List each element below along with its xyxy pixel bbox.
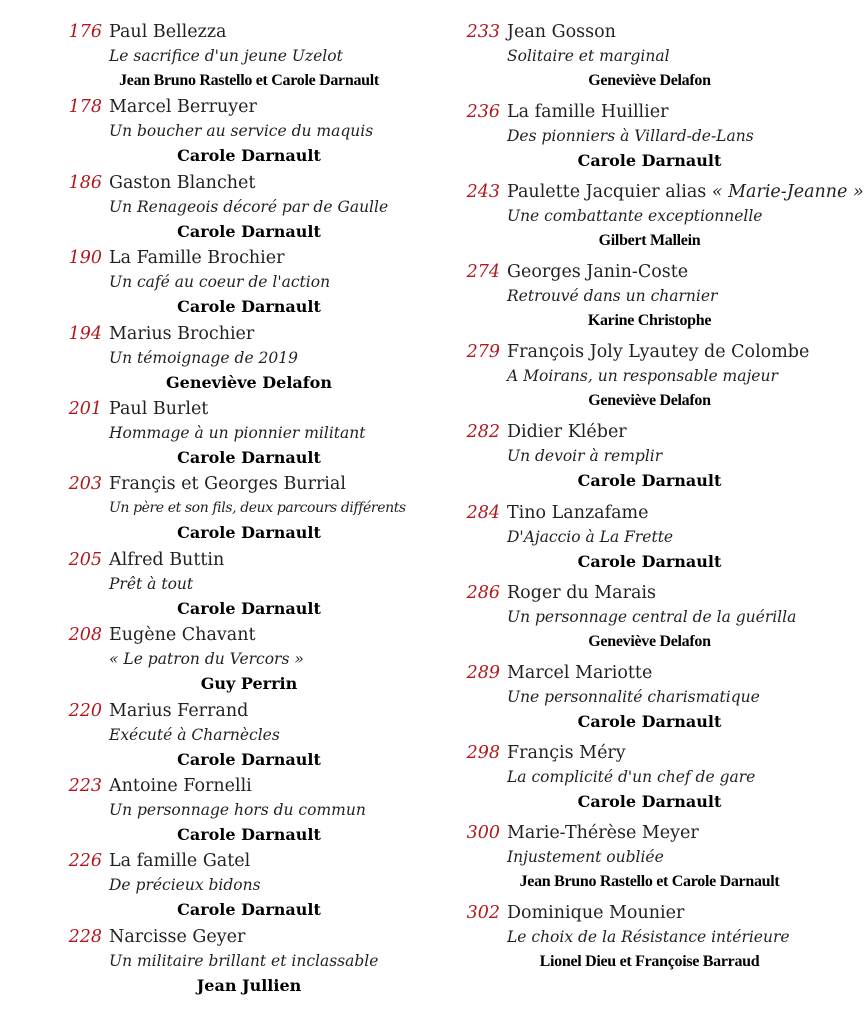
entry-author: Jean Jullien bbox=[196, 975, 302, 995]
toc-entry bbox=[64, 472, 434, 547]
entry-author: Carole Darnault bbox=[177, 900, 321, 920]
entry-author: Jean Bruno Rastello et Carole Darnault bbox=[119, 72, 379, 89]
entry-name: Gaston Blanchet bbox=[109, 172, 256, 193]
entry-author: Carole Darnault bbox=[177, 221, 321, 241]
entry-name: Tino Lanzafame bbox=[507, 502, 649, 523]
entry-author: Carole Darnault bbox=[177, 598, 321, 618]
page-number: 236 bbox=[466, 102, 500, 123]
entry-name: Marie-Thérèse Meyer bbox=[507, 822, 699, 843]
toc-entry bbox=[64, 322, 434, 397]
entry-subtitle: Un père et son fils, deux parcours différents bbox=[109, 500, 406, 517]
entry-name: Eugène Chavant bbox=[109, 625, 256, 646]
entry-name: Marius Brochier bbox=[109, 323, 255, 344]
entry-subtitle: Retrouvé dans un charnier bbox=[507, 287, 718, 306]
page-number: 178 bbox=[68, 97, 102, 118]
page-number: 274 bbox=[466, 262, 500, 283]
page-number: 194 bbox=[68, 323, 102, 344]
toc-entry bbox=[64, 699, 434, 774]
page-number: 203 bbox=[68, 474, 102, 495]
entry-author: Carole Darnault bbox=[177, 749, 321, 769]
entry-name-alias: « Marie-Jeanne » bbox=[711, 182, 864, 203]
entry-name: Françis et Georges Burrial bbox=[109, 474, 346, 495]
toc-entry bbox=[462, 581, 837, 661]
entry-subtitle: Un militaire brillant et inclassable bbox=[109, 951, 379, 970]
entry-name: Alfred Buttin bbox=[109, 549, 225, 570]
entry-author: Carole Darnault bbox=[177, 824, 321, 844]
entry-subtitle: Un café au coeur de l'action bbox=[109, 273, 331, 292]
page-number: 300 bbox=[466, 822, 500, 843]
toc-entry bbox=[462, 180, 864, 260]
entry-name: Marcel Mariotte bbox=[507, 662, 653, 683]
entry-author: Carole Darnault bbox=[577, 711, 722, 731]
toc-entry bbox=[462, 100, 837, 180]
page-number: 302 bbox=[466, 903, 500, 924]
entry-author: Carole Darnault bbox=[577, 791, 722, 811]
toc-entry bbox=[462, 661, 837, 741]
toc-entry bbox=[64, 774, 434, 849]
entry-subtitle: « Le patron du Vercors » bbox=[109, 650, 304, 669]
toc-entry bbox=[64, 849, 434, 924]
entry-subtitle: De précieux bidons bbox=[109, 876, 261, 895]
entry-author: Geneviève Delafon bbox=[588, 392, 711, 410]
entry-subtitle: Le sacrifice d'un jeune Uzelot bbox=[109, 47, 343, 65]
entry-author: Carole Darnault bbox=[177, 523, 321, 543]
entry-subtitle: Des pionniers à Villard-de-Lans bbox=[507, 127, 754, 146]
entry-author: Guy Perrin bbox=[200, 674, 298, 694]
entry-subtitle: Une combattante exceptionnelle bbox=[507, 207, 763, 226]
page-number: 176 bbox=[68, 22, 102, 42]
entry-author: Carole Darnault bbox=[577, 551, 722, 571]
entry-name: Georges Janin-Coste bbox=[507, 262, 689, 283]
page-number: 205 bbox=[68, 549, 102, 570]
entry-name: Marius Ferrand bbox=[109, 700, 249, 721]
toc-entry bbox=[462, 340, 837, 420]
entry-subtitle: Prêt à tout bbox=[109, 574, 194, 593]
page-number: 190 bbox=[68, 248, 102, 269]
entry-subtitle: Injustement oubliée bbox=[507, 847, 664, 866]
page-number: 243 bbox=[466, 182, 500, 203]
entry-author: Carole Darnault bbox=[177, 297, 321, 317]
entry-name: La famille Huillier bbox=[507, 102, 669, 123]
toc-entry bbox=[462, 741, 837, 821]
entry-name: Didier Kléber bbox=[507, 422, 627, 443]
page-number: 289 bbox=[466, 662, 500, 683]
entry-author: Gilbert Mallein bbox=[598, 232, 701, 250]
entry-name: La Famille Brochier bbox=[109, 248, 285, 269]
toc-entry bbox=[462, 420, 837, 500]
toc-entry bbox=[64, 623, 434, 698]
entry-name: Marcel Berruyer bbox=[109, 97, 257, 118]
entry-subtitle: D'Ajaccio à La Frette bbox=[507, 527, 674, 546]
entry-name-main: Paulette Jacquier alias bbox=[507, 182, 712, 203]
entry-subtitle: Un boucher au service du maquis bbox=[109, 122, 374, 141]
entry-author: Carole Darnault bbox=[577, 151, 722, 171]
entry-subtitle: Un personnage hors du commun bbox=[109, 800, 366, 819]
page-number: 223 bbox=[68, 775, 102, 796]
toc-entry bbox=[64, 397, 434, 472]
toc-column-right bbox=[462, 20, 864, 981]
toc-entry bbox=[462, 260, 837, 340]
page-number: 282 bbox=[466, 422, 500, 443]
entry-author: Geneviève Delafon bbox=[588, 632, 711, 650]
entry-subtitle: Un devoir à remplir bbox=[507, 447, 663, 466]
entry-subtitle: Un personnage central de la guérilla bbox=[507, 607, 797, 626]
toc-entry bbox=[64, 246, 434, 321]
toc-column-left bbox=[64, 20, 434, 1000]
entry-name: Narcisse Geyer bbox=[109, 926, 246, 947]
toc-entry bbox=[462, 20, 837, 100]
entry-name: Paul Bellezza bbox=[109, 22, 227, 42]
entry-subtitle: Une personnalité charismatique bbox=[507, 687, 760, 706]
entry-author: Carole Darnault bbox=[577, 471, 722, 491]
entry-subtitle: Un témoignage de 2019 bbox=[109, 348, 298, 367]
entry-author: Carole Darnault bbox=[177, 447, 321, 467]
entry-name bbox=[507, 180, 864, 204]
page-number: 228 bbox=[68, 926, 102, 947]
entry-subtitle: Un Renageois décoré par de Gaulle bbox=[109, 197, 389, 216]
entry-author: Geneviève Delafon bbox=[588, 72, 711, 89]
page-number: 220 bbox=[68, 700, 102, 721]
entry-subtitle: La complicité d'un chef de gare bbox=[507, 767, 756, 786]
entry-author: Jean Bruno Rastello et Carole Darnault bbox=[519, 872, 780, 890]
toc-entry bbox=[462, 501, 837, 581]
page-number: 226 bbox=[68, 851, 102, 872]
entry-author: Karine Christophe bbox=[587, 312, 712, 330]
entry-author: Lionel Dieu et Françoise Barraud bbox=[539, 953, 760, 971]
entry-subtitle: Exécuté à Charnècles bbox=[109, 725, 280, 744]
entry-name: Dominique Mounier bbox=[507, 903, 685, 924]
entry-subtitle: Le choix de la Résistance intérieure bbox=[507, 928, 790, 947]
toc-entry bbox=[64, 925, 434, 1000]
page-number: 284 bbox=[466, 502, 500, 523]
entry-subtitle: A Moirans, un responsable majeur bbox=[507, 367, 778, 386]
entry-author: Carole Darnault bbox=[177, 146, 321, 166]
page-number: 279 bbox=[466, 342, 500, 363]
entry-name: Paul Burlet bbox=[109, 398, 209, 419]
page-number: 286 bbox=[466, 582, 500, 603]
entry-subtitle: Solitaire et marginal bbox=[507, 47, 670, 65]
page-number: 208 bbox=[68, 625, 102, 646]
page-number: 201 bbox=[68, 398, 102, 419]
entry-name: Antoine Fornelli bbox=[109, 775, 252, 796]
entry-name: La famille Gatel bbox=[109, 851, 251, 872]
toc-entry bbox=[462, 821, 837, 901]
entry-name: Françis Méry bbox=[507, 742, 626, 763]
entry-name: François Joly Lyautey de Colombe bbox=[507, 342, 810, 363]
entry-name: Jean Gosson bbox=[507, 22, 616, 42]
toc-entry bbox=[462, 901, 837, 981]
toc-entry bbox=[64, 95, 434, 170]
toc-entry bbox=[64, 20, 434, 95]
page-number: 233 bbox=[466, 22, 500, 42]
entry-name: Roger du Marais bbox=[507, 582, 656, 603]
page-number: 186 bbox=[68, 172, 102, 193]
entry-subtitle: Hommage à un pionnier militant bbox=[109, 423, 366, 442]
page-number: 298 bbox=[466, 742, 500, 763]
toc-entry bbox=[64, 548, 434, 623]
toc-entry bbox=[64, 171, 434, 246]
entry-author: Geneviève Delafon bbox=[166, 372, 332, 392]
